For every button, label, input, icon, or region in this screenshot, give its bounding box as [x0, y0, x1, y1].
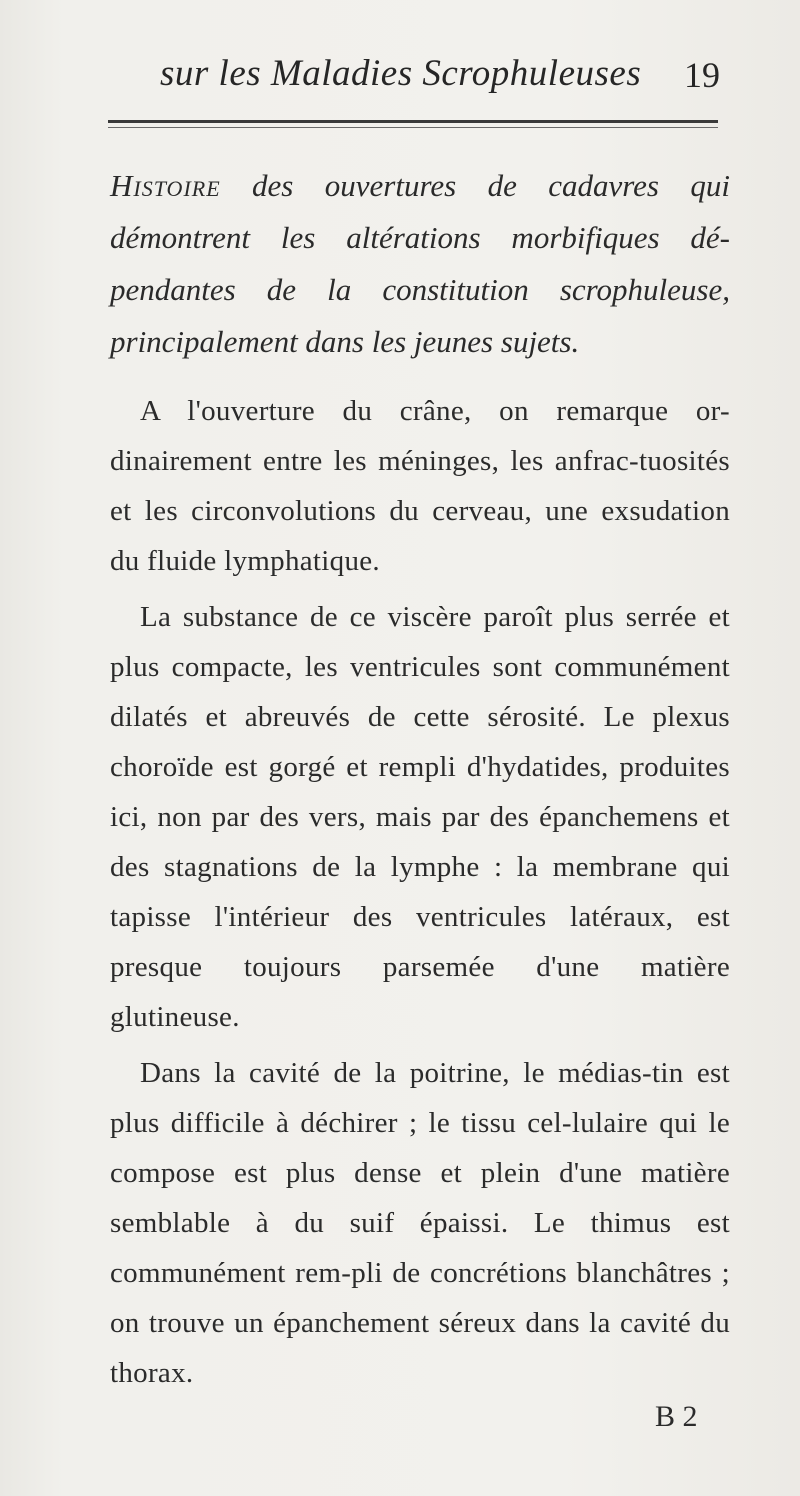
page-body: [110, 160, 730, 1404]
paragraph-viscera: La substance de ce viscère paroît plus serrée et plus compacte, les ventricules sont communément dilatés et abreuvés de cette sérosité. Le plexus choroïde est gorgé et rempli d'hydatides, produites ici, non par des vers, mais par des épanchemens et des stagnations de la lymphe : la membrane qui tapisse l'intérieur des ventricules latéraux, est presque toujours parsemée d'une matière glutineuse.: [110, 601, 730, 1033]
printer-signature-mark: B 2: [655, 1400, 698, 1433]
page-number: 19: [684, 55, 720, 95]
section-heading: [110, 160, 730, 368]
header-rule: [108, 120, 718, 123]
header-rule-thin: [108, 127, 718, 128]
running-head: [160, 52, 720, 112]
heading-rest: des ouvertures de cadavres qui démontrent les altérations morbifiques dé-pendantes de la constitution scrophuleuse, principalement dans les jeunes sujets.: [110, 168, 730, 359]
heading-first-word: Histoire: [110, 168, 221, 203]
running-title: sur les Maladies Scrophuleuses: [160, 53, 642, 94]
paragraph-skull: A l'ouverture du crâne, on remarque or-dinairement entre les méninges, les anfrac-tuosités et les circonvolutions du cerveau, une exsudation du fluide lymphatique.: [110, 395, 730, 577]
paragraph-chest: Dans la cavité de la poitrine, le médias-tin est plus difficile à déchirer ; le tissu cel-lulaire qui le compose est plus dense et plein d'une matière semblable à du suif épaissi. Le thimus est communément rem-pli de concrétions blanchâtres ; on trouve un épanchement séreux dans la cavité du thorax.: [110, 1057, 730, 1389]
